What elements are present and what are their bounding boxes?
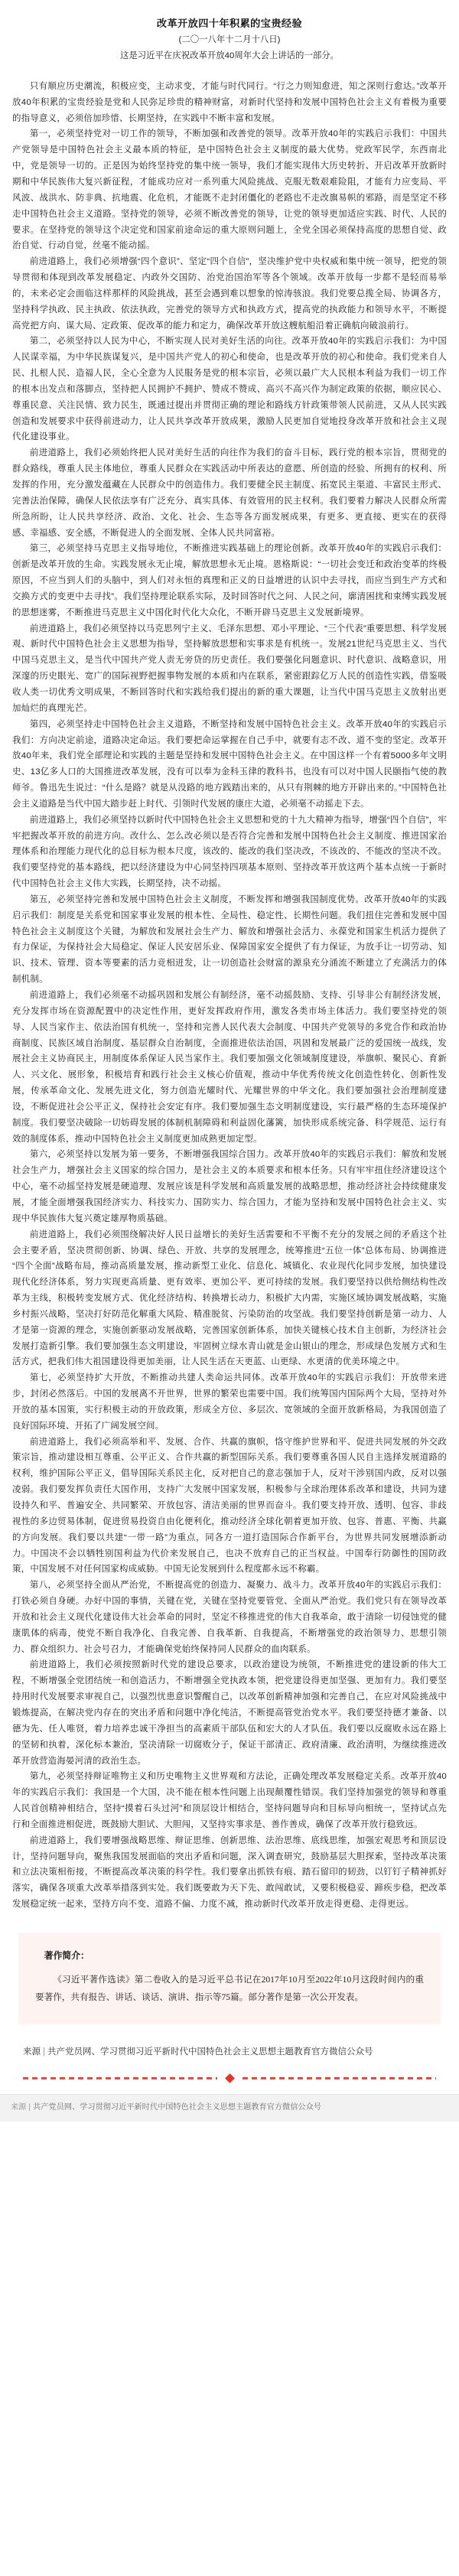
document-note: 这是习近平在庆祝改革开放40周年大会上讲话的一部分。 bbox=[119, 50, 340, 60]
title-body-spacer bbox=[12, 68, 447, 79]
paragraph: 第五，必须坚持完善和发展中国特色社会主义制度，不断发挥和增强我国制度优势。改革开放40年的实践启示我们：制度是关系党和国家事业发展的根本性、全局性、稳定性、长期性问题。我们扭住完善和发展中国特色社会主义制度这个关键，为解放和发展社会生产力、解放和增强社会活力、永葆党和国家生机活力提供了有力保证，为保持社会大局稳定、保证人民安居乐业、保障国家安全提供了有力保证，为放手让一切劳动、知识、技术、管理、资本等要素的活力竞相迸发，让一切创造社会财富的源泉充分涌流不断建立了充满活力的体制机制。 bbox=[12, 894, 447, 985]
decorative-divider bbox=[23, 2071, 436, 2085]
paragraph: 前进道路上，我们必须坚持以新时代中国特色社会主义思想和党的十九大精神为指导，增强“四个自信”，牢牢把握改革开放的前进方向。改什么、怎么改必须以是否符合完善和发展中国特色社会主义制度、推进国家治理体系和治理能力现代化的总目标为根本尺度，该改的、能改的我们坚决改，不该改的、不能改的坚决不改。我们要坚持党的基本路线，把以经济建设为中心同坚持四项基本原则、坚持改革开放这两个基本点统一于新时代中国特色社会主义伟大实践，长期坚持，决不动摇。 bbox=[12, 815, 447, 889]
source-text: 共产党员网、学习贯彻习近平新时代中国特色社会主义思想主题教育官方微信公众号 bbox=[47, 2047, 373, 2057]
document-body bbox=[12, 79, 447, 1913]
dashed-line-left bbox=[23, 2077, 217, 2079]
paragraph: 前进道路上，我们必须按照新时代党的建设总要求，以政治建设为统领，不断推进党的建设新的伟大工程，不断增强全党团结统一和创造活力，不断增强全党执政本领，把党建设得更加坚强、更加有力。我们要坚持用时代发展要求审视自己，以强烈忧患意识警醒自己，以改革创新精神加强和完善自己，在应对风险挑战中锻炼提高，在解决党内存在的突出矛盾和问题中净化纯洁，不断提高管党治党水平。我们要坚持德才兼备、以德为先、任人唯贤，着力培养忠诚干净担当的高素质干部队伍和宏大的人才队伍。我们要以反腐败永远在路上的坚韧和执着，深化标本兼治，坚决清除一切腐败分子，保证干部清正、政府清廉、政治清明，为继续推进改革开放营造海晏河清的政治生态。 bbox=[12, 1660, 447, 1766]
paragraph: 第一，必须坚持党对一切工作的领导，不断加强和改善党的领导。改革开放40年的实践启示我们：中国共产党领导是中国特色社会主义最本质的特征，是中国特色社会主义制度的最大优势。党政军民学，东西南北中，党是领导一切的。正是因为始终坚持党的集中统一领导，我们才能实现伟大历史转折、开启改革开放新时期和中华民族伟大复兴新征程，才能成功应对一系列重大风险挑战、克服无数艰难险阻，才能有力应变局、平风波、战洪水、防非典、抗地震、化危机，才能既不走封闭僵化的老路也不走改旗易帜的邪路，而是坚定不移走中国特色社会主义道路。坚持党的领导，必须不断改善党的领导，让党的领导更加适应实践、时代、人民的要求。在坚持党的领导这个决定党和国家前途命运的重大原则问题上，全党全国必须保持高度的思想自觉、政治自觉、行动自觉，丝毫不能动摇。 bbox=[12, 129, 447, 251]
source-label: 来源 bbox=[23, 2047, 41, 2057]
book-intro-box bbox=[18, 1933, 441, 2024]
paragraph: 前进道路上，我们必须毫不动摇巩固和发展公有制经济，毫不动摇鼓励、支持、引导非公有制经济发展，充分发挥市场在资源配置中的决定性作用，更好发挥政府作用，激发各类市场主体活力。我们要坚持党的领导、人民当家作主、依法治国有机统一，坚持和完善人民代表大会制度、中国共产党领导的多党合作和政治协商制度、民族区域自治制度、基层群众自治制度，全面推进依法治国，巩固和发展最广泛的爱国统一战线，发展社会主义协商民主，用制度体系保证人民当家作主。我们要加强文化领域制度建设，举旗帜、聚民心、育新人、兴文化、展形象，积极培育和践行社会主义核心价值观，推动中华优秀传统文化创造性转化、创新性发展，传承革命文化、发展先进文化，努力创造光耀时代、光耀世界的中华文化。我们要加强社会治理制度建设，不断促进社会公平正义，保持社会安定有序。我们要加强生态文明制度建设，实行最严格的生态环境保护制度。我们要坚决破除一切妨碍发展的体制机制障碍和利益固化藩篱，加快形成系统完备、科学规范、运行有效的制度体系，推动中国特色社会主义制度更加成熟更加定型。 bbox=[12, 991, 447, 1144]
book-intro-title: 著作简介： bbox=[44, 1949, 90, 1961]
footer-separator: | bbox=[28, 2103, 31, 2112]
paragraph: 第九，必须坚持辩证唯物主义和历史唯物主义世界观和方法论，正确处理改革发展稳定关系。改革开放40年的实践启示我们：我国是一个大国，决不能在根本性问题上出现颠覆性错误。我们坚持加强党的领导和尊重人民首创精神相结合，坚持“摸着石头过河”和顶层设计相结合，坚持问题导向和目标导向相统一，坚持试点先行和全面推进相促进，既鼓励大胆试、大胆闯，又坚持实事求是、善作善成，确保了改革开放行稳致远。 bbox=[12, 1772, 447, 1829]
paragraph: 前进道路上，我们必须始终把人民对美好生活的向往作为我们的奋斗目标，践行党的根本宗旨，贯彻党的群众路线，尊重人民主体地位，尊重人民群众在实践活动中所表达的意愿、所创造的经验、所拥有的权利、所发挥的作用，充分激发蕴藏在人民群众中的创造伟力。我们要健全民主制度、拓宽民主渠道、丰富民主形式、完善法治保障，确保人民依法享有广泛充分、真实具体、有效管用的民主权利。我们要着力解决人民群众所需所急所盼，让人民共享经济、政治、文化、社会、生态等各方面发展成果，有更多、更直接、更实在的获得感、幸福感、安全感，不断促进人的全面发展、全体人民共同富裕。 bbox=[12, 448, 447, 538]
paragraph: 前进道路上，我们必须增强“四个意识”、坚定“四个自信”，坚决维护党中央权威和集中统一领导，把党的领导贯彻和体现到改革发展稳定、内政外交国防、治党治国治军等各个领域。改革开放每一步都不是轻而易举的，未来必定会面临这样那样的风险挑战，甚至会遇到难以想象的惊涛骇浪。我们党要总揽全局、协调各方，坚持科学执政、民主执政、依法执政，完善党的领导方式和执政方式，提高党的执政能力和领导水平，不断提高党把方向、谋大局、定政策、促改革的能力和定力，确保改革开放这艘航船沿着正确航向破浪前行。 bbox=[12, 257, 447, 331]
dashed-line-right bbox=[243, 2077, 437, 2079]
paragraph: 第三，必须坚持马克思主义指导地位，不断推进实践基础上的理论创新。改革开放40年的实践启示我们：创新是改革开放的生命。实践发展永无止境，解放思想永无止境。恩格斯说：“一切社会变迁和政治变革的终极原因，不应当到人们的头脑中，到人们对永恒的真理和正义的日益增进的认识中去寻找，而应当到生产方式和交换方式的变更中去寻找”。我们坚持理论联系实际，及时回答时代之问、人民之问，廓清困扰和束缚实践发展的思想迷雾，不断推进马克思主义中国化时代化大众化，不断开辟马克思主义发展新境界。 bbox=[12, 544, 447, 617]
paragraph: 第六，必须坚持以发展为第一要务，不断增强我国综合国力。改革开放40年的实践启示我们：解放和发展社会生产力，增强社会主义国家的综合国力，是社会主义的本质要求和根本任务。只有牢牢扭住经济建设这个中心，毫不动摇坚持发展是硬道理、发展应该是科学发展和高质量发展的战略思想，推动经济社会持续健康发展，才能全面增强我国经济实力、科技实力、国防实力、综合国力，才能为坚持和发展中国特色社会主义、实现中华民族伟大复兴奠定雄厚物质基础。 bbox=[12, 1150, 447, 1223]
paragraph: 前进道路上，我们必须高举和平、发展、合作、共赢的旗帜，恪守维护世界和平、促进共同发展的外交政策宗旨，推动建设相互尊重、公平正义、合作共赢的新型国际关系。我们要尊重各国人民自主选择发展道路的权利，维护国际公平正义，倡导国际关系民主化，反对把自己的意志强加于人，反对干涉别国内政，反对以强凌弱。我们要发挥负责任大国作用，支持广大发展中国家发展，积极参与全球治理体系改革和建设，共同为建设持久和平、普遍安全、共同繁荣、开放包容、清洁美丽的世界而奋斗。我们要支持开放、透明、包容、非歧视性的多边贸易体制，促进贸易投资自由化便利化，推动经济全球化朝着更加开放、包容、普惠、平衡、共赢的方向发展。我们要以共建“一带一路”为重点，同各方一道打造国际合作新平台，为世界共同发展增添新动力。中国决不会以牺牲别国利益为代价来发展自己，也决不放弃自己的正当权益。中国奉行防御性的国防政策，中国发展不对任何国家构成威胁。中国无论发展到什么程度都永远不称霸。 bbox=[12, 1437, 447, 1575]
diamond-icon bbox=[225, 2073, 235, 2083]
paragraph: 前进道路上，我们必须坚持以马克思列宁主义、毛泽东思想、邓小平理论、“三个代表”重要思想、科学发展观、新时代中国特色社会主义思想为指导，坚持解放思想和实事求是有机统一。发展21世纪马克思主义、当代中国马克思主义，是当代中国共产党人责无旁贷的历史责任。我们要强化问题意识、时代意识、战略意识，用深邃的历史眼光、宽广的国际视野把握事物发展的本质和内在联系，紧密跟踪亿万人民的创造性实践，借鉴吸收人类一切优秀文明成果，不断回答时代和实践给我们提出的新的重大课题，让当代中国马克思主义放射出更加灿烂的真理光芒。 bbox=[12, 624, 447, 713]
source-line bbox=[23, 2044, 436, 2060]
paragraph: 前进道路上，我们必须围绕解决好人民日益增长的美好生活需要和不平衡不充分的发展之间的矛盾这个社会主要矛盾，坚决贯彻创新、协调、绿色、开放、共享的发展理念，统筹推进“五位一体”总体布局、协调推进“四个全面”战略布局，推动高质量发展，推动新型工业化、信息化、城镇化、农业现代化同步发展，加快建设现代化经济体系，努力实现更高质量、更有效率、更加公平、更可持续的发展。我们要坚持以供给侧结构性改革为主线，积极转变发展方式、优化经济结构、转换增长动力，积极扩大内需，实施区域协调发展战略，实施乡村振兴战略，坚决打好防范化解重大风险、精准脱贫、污染防治的攻坚战。我们要坚持创新是第一动力、人才是第一资源的理念，实施创新驱动发展战略，完善国家创新体系，加快关键核心技术自主创新，为经济社会发展打造新引擎。我们要加强生态文明建设，牢固树立绿水青山就是金山银山的理念，形成绿色发展方式和生活方式，把我们伟大祖国建设得更加美丽，让人民生活在天更蓝、山更绿、水更清的优美环境之中。 bbox=[12, 1229, 447, 1367]
footer-source-label: 来源 bbox=[11, 2103, 27, 2112]
page-title: 改革开放四十年积累的宝贵经验 bbox=[156, 18, 303, 29]
book-intro-text: 《习近平著作选读》第二卷收入的是习近平总书记在2017年10月至2022年10月这段时间内的重要著作，共有报告、讲话、谈话、演讲、指示等75篇。部分著作是第一次公开发表。 bbox=[35, 1974, 424, 2003]
paragraph: 第七，必须坚持扩大开放，不断推动共建人类命运共同体。改革开放40年的实践启示我们：开放带来进步，封闭必然落后。中国的发展离不开世界，世界的繁荣也需要中国。我们统筹国内国际两个大局，坚持对外开放的基本国策，实行积极主动的开放政策，形成全方位、多层次、宽领域的全面开放新格局，为我国创造了良好国际环境、开拓了广阔发展空间。 bbox=[12, 1373, 447, 1431]
footer-source-text: 共产党员网、学习贯彻习近平新时代中国特色社会主义思想主题教育官方微信公众号 bbox=[33, 2103, 321, 2112]
document-date: (二〇一八年十二月十八日) bbox=[178, 35, 281, 45]
source-separator: | bbox=[43, 2047, 45, 2057]
footer-bar bbox=[0, 2094, 459, 2122]
paragraph: 前进道路上，我们要增强战略思维、辩证思维、创新思维、法治思维、底线思维，加强宏观思考和顶层设计，坚持问题导向，聚焦我国发展面临的突出矛盾和问题，深入调查研究，鼓励基层大胆探索，坚持改革决策和立法决策相衔接，不断提高改革决策的科学性。我们要拿出抓铁有痕、踏石留印的韧劲，以钉钉子精神抓好落实，确保各项重大改革举措落到实处。我们既要敢为天下先、敢闯敢试，又要积极稳妥、蹄疾步稳，把改革发展稳定统一起来，坚持方向不变、道路不偏、力度不减，推动新时代改革开放走得更稳、走得更远。 bbox=[12, 1835, 447, 1910]
paragraph: 第二，必须坚持以人民为中心，不断实现人民对美好生活的向往。改革开放40年的实践启示我们：为中国人民谋幸福，为中华民族谋复兴，是中国共产党人的初心和使命，也是改革开放的初心和使命。我们党来自人民、扎根人民、造福人民，全心全意为人民服务是党的根本宗旨，必须以最广大人民根本利益为我们一切工作的根本出发点和落脚点，坚持把人民拥护不拥护、赞成不赞成、高兴不高兴作为制定政策的依据，顺应民心、尊重民意、关注民情、致力民生，既通过提出并贯彻正确的理论和路线方针政策带领人民前进，又从人民实践创造和发展要求中获得前进动力，让人民共享改革开放成果，激励人民更加自觉地投身改革开放和社会主义现代化建设事业。 bbox=[12, 337, 447, 442]
paragraph: 第八，必须坚持全面从严治党，不断提高党的创造力、凝聚力、战斗力。改革开放40年的实践启示我们：打铁必须自身硬。办好中国的事情，关键在党，关键在坚持党要管党、全面从严治党。我们党只有在领导改革开放和社会主义现代化建设伟大社会革命的同时，坚定不移推进党的伟大自我革命，敢于清除一切侵蚀党的健康肌体的病毒，使党不断自我净化、自我完善、自我革新、自我提高，不断增强党的政治领导力、思想引领力、群众组织力、社会号召力，才能确保党始终保持同人民群众的血肉联系。 bbox=[12, 1581, 447, 1654]
paragraph: 第四，必须坚持走中国特色社会主义道路，不断坚持和发展中国特色社会主义。改革开放40年的实践启示我们：方向决定前途，道路决定命运。我们要把命运掌握在自己手中，就要有志不改、道不变的坚定。改革开放40年来，我们党全部理论和实践的主题是坚持和发展中国特色社会主义。在中国这样一个有着5000多年文明史、13亿多人口的大国推进改革发展，没有可以奉为金科玉律的教科书，也没有可以对中国人民颐指气使的教师爷。鲁迅先生说过：“什么是路？就是从没路的地方践踏出来的，从只有荆棘的地方开辟出来的。”中国特色社会主义道路是当代中国大踏步赶上时代、引领时代发展的康庄大道，必须毫不动摇走下去。 bbox=[12, 719, 447, 809]
paragraph: 只有顺应历史潮流，积极应变，主动求变，才能与时代同行。“行之力则知愈进，知之深则行愈达。”改革开放40年积累的宝贵经验是党和人民弥足珍贵的精神财富，对新时代坚持和发展中国特色社会主义有着极为重要的指导意义，必须倍加珍惜、长期坚持，在实践中不断丰富和发展。 bbox=[12, 81, 447, 123]
